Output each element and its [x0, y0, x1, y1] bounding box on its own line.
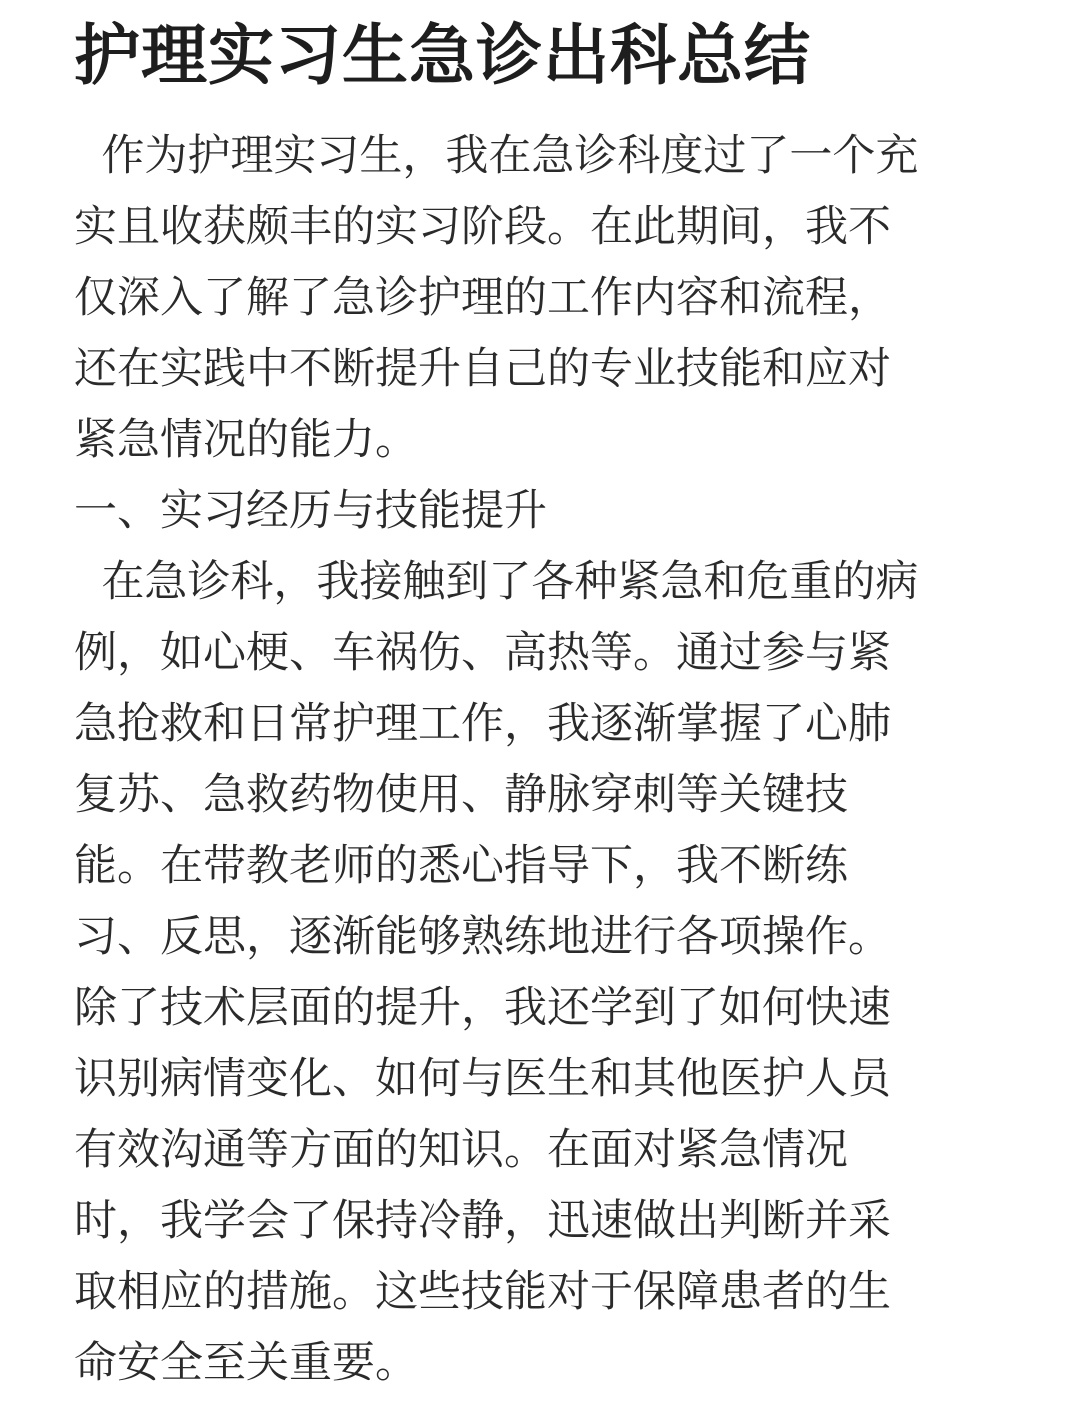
text-line: 例，如心梗、车祸伤、高热等。通过参与紧 — [74, 628, 891, 678]
text-line: 急抢救和日常护理工作，我逐渐掌握了心肺 — [74, 699, 891, 749]
text-line: 实且收获颇丰的实习阶段。在此期间，我不 — [74, 202, 891, 252]
document-page — [74, 0, 1014, 1399]
page-title: 护理实习生急诊出科总结 — [74, 17, 811, 94]
text-line: 还在实践中不断提升自己的专业技能和应对 — [74, 344, 891, 394]
text-line: 习、反思，逐渐能够熟练地进行各项操作。 — [74, 912, 891, 962]
text-line: 除了技术层面的提升，我还学到了如何快速 — [74, 983, 891, 1033]
text-line: 命安全至关重要。 — [74, 1338, 418, 1388]
body-text — [74, 121, 1014, 1399]
text-line: 能。在带教老师的悉心指导下，我不断练 — [74, 841, 848, 891]
text-line: 仅深入了解了急诊护理的工作内容和流程， — [74, 273, 891, 323]
text-line: 取相应的措施。这些技能对于保障患者的生 — [74, 1267, 891, 1317]
text-line: 紧急情况的能力。 — [74, 415, 418, 465]
text-line: 复苏、急救药物使用、静脉穿刺等关键技 — [74, 770, 848, 820]
text-line: 有效沟通等方面的知识。在面对紧急情况 — [74, 1125, 848, 1175]
text-line: 识别病情变化、如何与医生和其他医护人员 — [74, 1054, 891, 1104]
section-heading: 一、实习经历与技能提升 — [74, 486, 547, 536]
text-line: 作为护理实习生，我在急诊科度过了一个充 — [74, 131, 919, 181]
text-line: 在急诊科，我接触到了各种紧急和危重的病 — [74, 557, 919, 607]
text-line: 时，我学会了保持冷静，迅速做出判断并采 — [74, 1196, 891, 1246]
